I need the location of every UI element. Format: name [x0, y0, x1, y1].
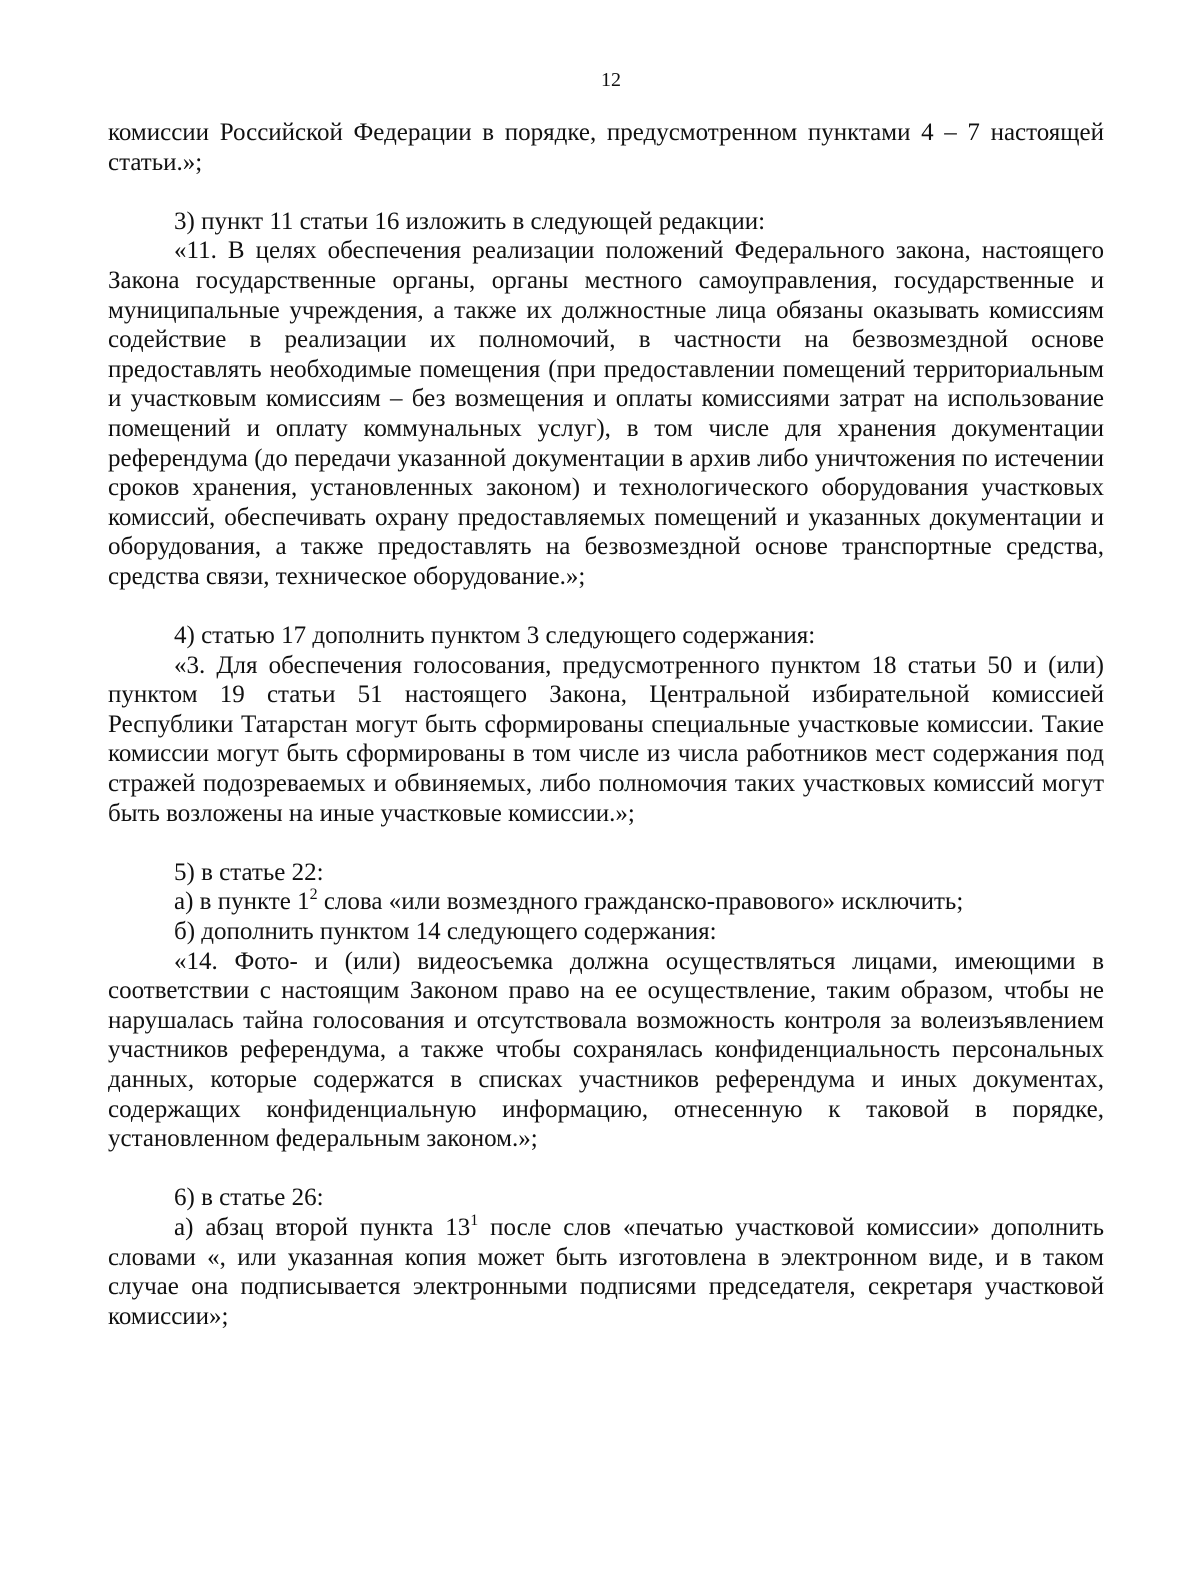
paragraph-point-14-text: «14. Фото- и (или) видеосъемка должна осуществляться лицами, имеющими в соответствии с настоящим Законом право на ее осуществление, таким образом, чтобы не нарушалась тайна голосования и отсутствовала возможность контроля за волеизъявлением участников референдума, а также чтобы сохранялась конфиденциальность персональных данных, которые содержатся в списках участников референдума и иных документах, содержащих конфиденциальную информацию, отнесенную к таковой в порядке, установленном федеральным законом.»; [108, 947, 1104, 1153]
paragraph-item-5a-text-rest: слова «или возмездного гражданско-правового» исключить; [317, 888, 964, 916]
paragraph-item-5b: б) дополнить пунктом 14 следующего содержания: [174, 918, 717, 946]
paragraph-item-4: 4) статью 17 дополнить пунктом 3 следующего содержания: [174, 622, 816, 650]
paragraph-continuation: комиссии Российской Федерации в порядке, предусмотренном пунктами 4 – 7 настоящей статьи.»; [108, 119, 1104, 176]
paragraph-item-6a-text: а) абзац второй пункта 13 [174, 1213, 471, 1241]
paragraph-item-6: 6) в статье 26: [174, 1184, 324, 1212]
paragraph-item-5: 5) в статье 22: [174, 858, 324, 886]
superscript: 2 [309, 886, 318, 904]
paragraph-item-5a-text: а) в пункте 1 [174, 888, 310, 916]
document-body [108, 118, 1104, 1331]
paragraph-item-6a-text-rest: после слов «печатью участковой комиссии» дополнить словами «, или указанная копия может быть изготовлена в электронном виде, и в таком случае она подписывается электронными подписями председателя, секретаря участковой комиссии»; [108, 1213, 1104, 1330]
page-number: 12 [601, 69, 621, 91]
superscript: 1 [470, 1211, 479, 1229]
paragraph-point-3-text: «3. Для обеспечения голосования, предусмотренного пунктом 18 статьи 50 и (или) пунктом 19 статьи 51 настоящего Закона, Центральной избирательной комиссией Республики Татарстан могут быть сформированы специальные участковые комиссии. Такие комиссии могут быть сформированы в том числе из числа работников мест содержания под стражей подозреваемых и обвиняемых, либо полномочия таких участковых комиссий могут быть возложены на иные участковые комиссии.»; [108, 651, 1104, 827]
paragraph-item-5a [108, 887, 1104, 917]
paragraph-point-11-text: «11. В целях обеспечения реализации положений Федерального закона, настоящего Закона государственные органы, органы местного самоуправления, государственные и муниципальные учреждения, а также их должностные лица обязаны оказывать комиссиям содействие в реализации их полномочий, в частности на безвозмездной основе предоставлять необходимые помещения (при предоставлении помещений территориальным и участковым комиссиям – без возмещения и оплаты комиссиями затрат на использование помещений и оплату коммунальных услуг), в том числе для хранения документации референдума (до передачи указанной документации в архив либо уничтожения по истечении сроков хранения, установленных законом) и технологического оборудования участковых комиссий, обеспечивать охрану предоставляемых помещений и указанных документации и оборудования, а также предоставлять на безвозмездной основе транспортные средства, средства связи, техническое оборудование.»; [108, 237, 1104, 590]
paragraph-item-6a [108, 1213, 1104, 1331]
paragraph-item-3: 3) пункт 11 статьи 16 изложить в следующей редакции: [174, 207, 766, 235]
